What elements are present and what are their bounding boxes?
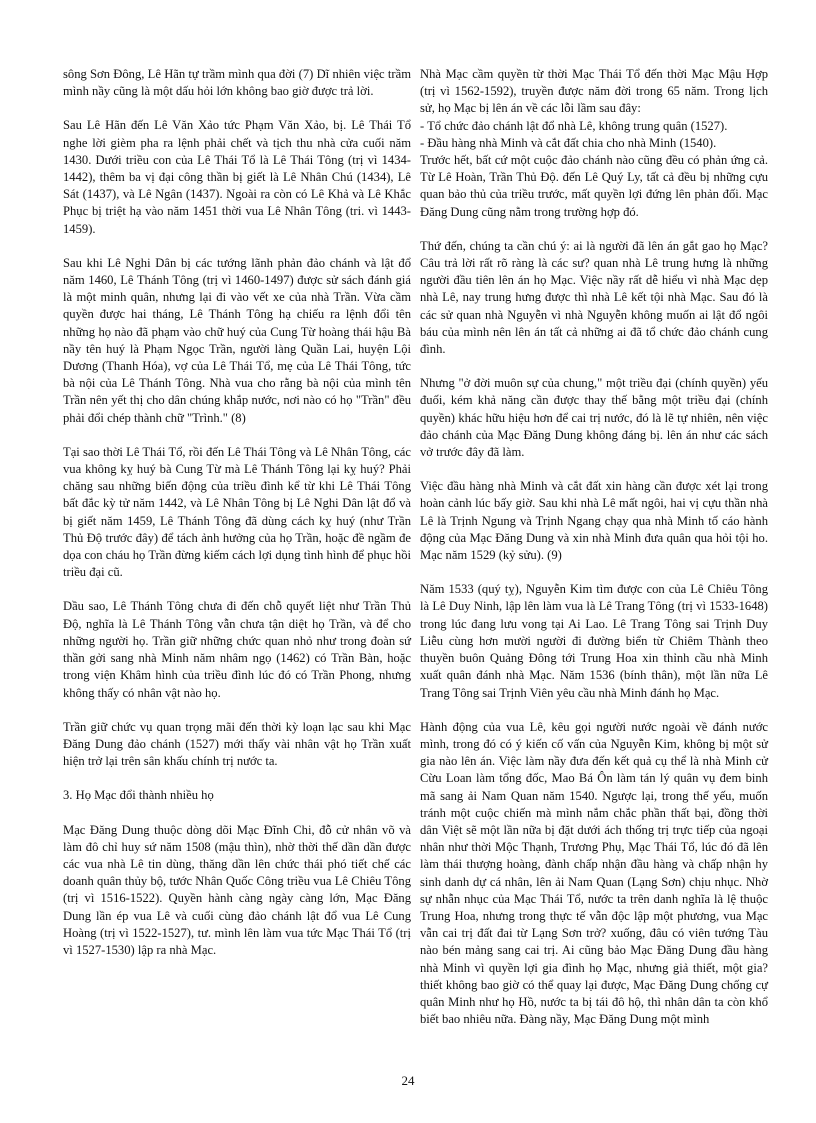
- page-number: 24: [401, 1073, 415, 1088]
- list-item: - Đầu hàng nhà Minh và cắt đất chia cho nhà Minh (1540).: [420, 135, 717, 150]
- paragraph: Nhà Mạc cầm quyền từ thời Mạc Thái Tổ đến thời Mạc Mậu Hợp (trị vì 1562-1592), truyền được năm đời trong 65 năm. Trong lịch sử, họ Mạc bị lên án về các lỗi lầm sau đây:: [420, 67, 768, 116]
- paragraph: Năm 1533 (quý tỵ), Nguyễn Kim tìm được con của Lê Chiêu Tông là Lê Duy Ninh, lập lên làm vua là Lê Trang Tông (trị vì 1533-1648) trong lúc đang lưu vong tại Ai Lao. Lê Trang Tông sai Trịnh Duy Liễu cùng hơn mười người đi đường biển từ Chiêm Thành theo thuyền buôn Quảng Đông tới Trung Hoa xin thỉnh cầu nhà Minh xuất quân đánh nhà Mạc. Năm 1536 (bính thân), một lần nữa Lê Trang Tông sai Trịnh Viên yêu cầu nhà Minh đánh họ Mạc.: [420, 582, 768, 700]
- paragraph: Dầu sao, Lê Thánh Tông chưa đi đến chỗ quyết liệt như Trần Thủ Độ, nghĩa là Lê Thánh Tông vẫn chưa tận diệt họ Trần, và để cho những người họ. Trần giữ những chức quan nhỏ như trong đoàn sứ thần gởi sang nhà Minh năm nhâm ngọ (1462) có Trần Bàn, hoặc trong viện Khâm hình của triều đình lúc đó có Trần Phong, nhưng không thấy có nhân vật nào họ.: [63, 599, 411, 700]
- list-item: - Tổ chức đảo chánh lật đổ nhà Lê, không trung quân (1527).: [420, 118, 728, 133]
- paragraph: Sau khi Lê Nghi Dân bị các tướng lãnh phản đảo chánh và lật đổ năm 1460, Lê Thánh Tông (trị vì 1460-1497) được sử sách đánh giá là một minh quân, nhưng lại đi vào vết xe của nhà Trần. Vừa cầm quyền được hai tháng, Lê Thánh Tông hạ chiếu ra lệnh đổi tên những họ nào đã phạm vào chữ huý của Cung Từ hoàng thái hậu Bà nầy tên huý là Phạm Ngọc Trần, người làng Quần Lai, huyện Lội Dương (Thanh Hóa), vợ của Lê Thái Tổ, mẹ của Lê Thái Tông, tức bà nội của Lê Thánh Tông. Nhà vua cho rằng bà nội của mình tên Trần nên yết thị cho dân chúng khắp nước, nơi nào có họ "Trần" đều phải đổi chép thành chữ "Trình." (8): [63, 255, 411, 425]
- paragraph: Hành động của vua Lê, kêu gọi người nước ngoài về đánh nước mình, trong đó có ý kiến cố vấn của Nguyễn Kim, không bị một sử gia nào lên án. Việc làm nầy đưa đến kết quả cụ thể là nhà Minh cử Cừu Loan làm tổng đốc, Mao Bá Ôn làm tán lý quân vụ đem binh mã sang ải Nam Quan năm 1540. Ngược lại, trong thế yếu, muốn tránh một cuộc chiến mà mình nắm chắc phần thất bại, đồng thời dân Việt sẽ một lần nữa bị đặt dưới ách thống trị trực tiếp của ngoại nhân như thời Mộc Thạnh, Trương Phụ, Mạc Thái Tổ, lúc đó đã lên làm thái thượng hoàng, đành chấp nhận đầu hàng và chấp nhận hy sinh danh dự cá nhân, lên ải Nam Quan (Lạng Sơn) chịu nhục. Nhờ sự nhẫn nhục của Mạc Thái Tổ, nước ta trên danh nghĩa là lệ thuộc Trung Hoa, nhưng trong thực tế vẫn độc lập một phương, vua Mạc vẫn cai trị đất đai từ Lạng Sơn trở? xuống, đâu có viên tướng Tàu nào bén mảng sang cai trị. Ai cũng bảo Mạc Đăng Dung đầu hàng nhà Minh vì quyền lợi gia đình họ Mạc, nhưng giả thiết, một gia? thiết không bao giờ có thể quay lại được, Mạc Đăng Dung chống cự quân Minh như họ Hồ, nước ta bị tái đô hộ, thì nhân dân ta còn khổ biết bao nhiêu nữa. Đàng nầy, Mạc Đăng Dung một mình: [420, 719, 768, 1027]
- left-column: [63, 66, 411, 976]
- paragraph: Mạc Đăng Dung thuộc dòng dõi Mạc Đĩnh Chi, đỗ cử nhân võ và làm đô chỉ huy sứ năm 1508 (mậu thìn), nhờ thời thế dần dần được các vua nhà Lê tin dùng, thăng dần lên chức thái phó tiết chế các doanh quân thủy bộ, tước Nhân Quốc Công triều vua Lê Chiêu Tông (trị vì 1516-1522). Quyền hành càng ngày càng lớn, Mạc Đăng Dung lần ép vua Lê và cuối cùng đảo chánh lật đổ vua Lê Cung Hoàng (trị vì 1522-1527), tư. mình lên làm vua tức Mạc Thái Tổ (trị vì 1527-1530) lập ra nhà Mạc.: [63, 822, 411, 957]
- section-heading: 3. Họ Mạc đổi thành nhiều họ: [63, 788, 214, 803]
- paragraph: sông Sơn Đông, Lê Hãn tự trầm mình qua đời (7) Dĩ nhiên việc trầm mình nầy cũng là một dấu hỏi lớn không bao giờ được trả lời.: [63, 67, 411, 99]
- paragraph: Nhưng "ở đời muôn sự của chung," một triều đại (chính quyền) yếu đuối, kém khả năng cần được thay thế bằng một triều đại (chính quyền) khác hữu hiệu hơn để cai trị nước, đó là lẽ tự nhiên, nên việc đảo chánh của Mạc Đăng Dung không đáng bị. lên án như các sách vở trước đây đã làm.: [420, 376, 768, 460]
- paragraph: Trước hết, bất cứ một cuộc đảo chánh nào cũng đều có phản ứng cả. Từ Lê Hoàn, Trần Thủ Độ. đến Lê Quý Ly, tất cả đều bị những cựu quan bảo thủ của triều trước, mất quyền lợi đứng lên phản đối. Mạc Đăng Dung cũng nằm trong trường hợp đó.: [420, 153, 768, 219]
- paragraph: Sau Lê Hãn đến Lê Văn Xảo tức Phạm Văn Xảo, bị. Lê Thái Tổ nghe lời gièm pha ra lệnh phải chết và tịch thu nhà cửa cuối năm 1430. Dưới triều con của Lê Thái Tổ là Lê Thái Tông (trị vì 1434-1442), thêm ba vị đại công thần bị giết là Lê Nhân Chú (1434), Lê Sát (1437), và Lê Ngân (1437). Ngoài ra còn có Lê Khả và Lê Khắc Phục bị triệt hạ vào năm 1451 thời vua Lê Nhân Tông (tri. vì 1443-1459).: [63, 118, 411, 236]
- paragraph: Việc đầu hàng nhà Minh và cắt đất xin hàng cần được xét lại trong hoàn cảnh lúc bấy giờ. Sau khi nhà Lê mất ngôi, hai vị cựu thần nhà Lê là Trịnh Ngung và Trịnh Ngang chạy qua nhà Minh tố cáo hành động của Mạc Đăng Dung và xin nhà Minh đưa quân qua hỏi tội ho. Mạc năm 1529 (kỷ sửu). (9): [420, 479, 768, 563]
- paragraph: Trần giữ chức vụ quan trọng mãi đến thời kỳ loạn lạc sau khi Mạc Đăng Dung đảo chánh (1527) mới thấy vài nhân vật họ Trần xuất hiện trở lại trên sân khấu chính trị nước ta.: [63, 719, 411, 769]
- right-column: [420, 66, 768, 1045]
- paragraph: Tại sao thời Lê Thái Tổ, rồi đến Lê Thái Tông và Lê Nhân Tông, các vua không kỵ huý bà Cung Từ mà Lê Thánh Tông lại kỵ huý? Phải chăng sau những biến động của triều đình kể từ khi Lê Thái Tông bất đắc kỳ tử năm 1442, và Lê Nhân Tông bị Lê Nghi Dân lật đổ và bị giết năm 1459, Lê Thánh Tông đã dùng cách kỵ huý (như Trần Thủ Độ trước đây) để tách ảnh hưởng của họ Trần, hoặc đề ngầm đe dọa con cháu họ Trần đừng kiếm cách lợi dụng tình hình để phục hồi triều đại cũ.: [63, 444, 411, 580]
- paragraph: Thứ đến, chúng ta cần chú ý: ai là người đã lên án gắt gao họ Mạc? Câu trả lời rất rõ ràng là các sư? quan nhà Lê trung hưng là những người đầu tiên lên án họ Mạc. Việc nầy rất dễ hiểu vì nhà Mạc dẹp nhà Lê, nay trung hưng được thì nhà Lê kết tội nhà Mạc. Sau đó là các sử quan nhà Nguyễn vì nhà Nguyễn không muốn ai lật đổ ngôi báu của mình nên lên án tất cả những ai đã tổ chức đảo chánh cung đình.: [420, 238, 768, 357]
